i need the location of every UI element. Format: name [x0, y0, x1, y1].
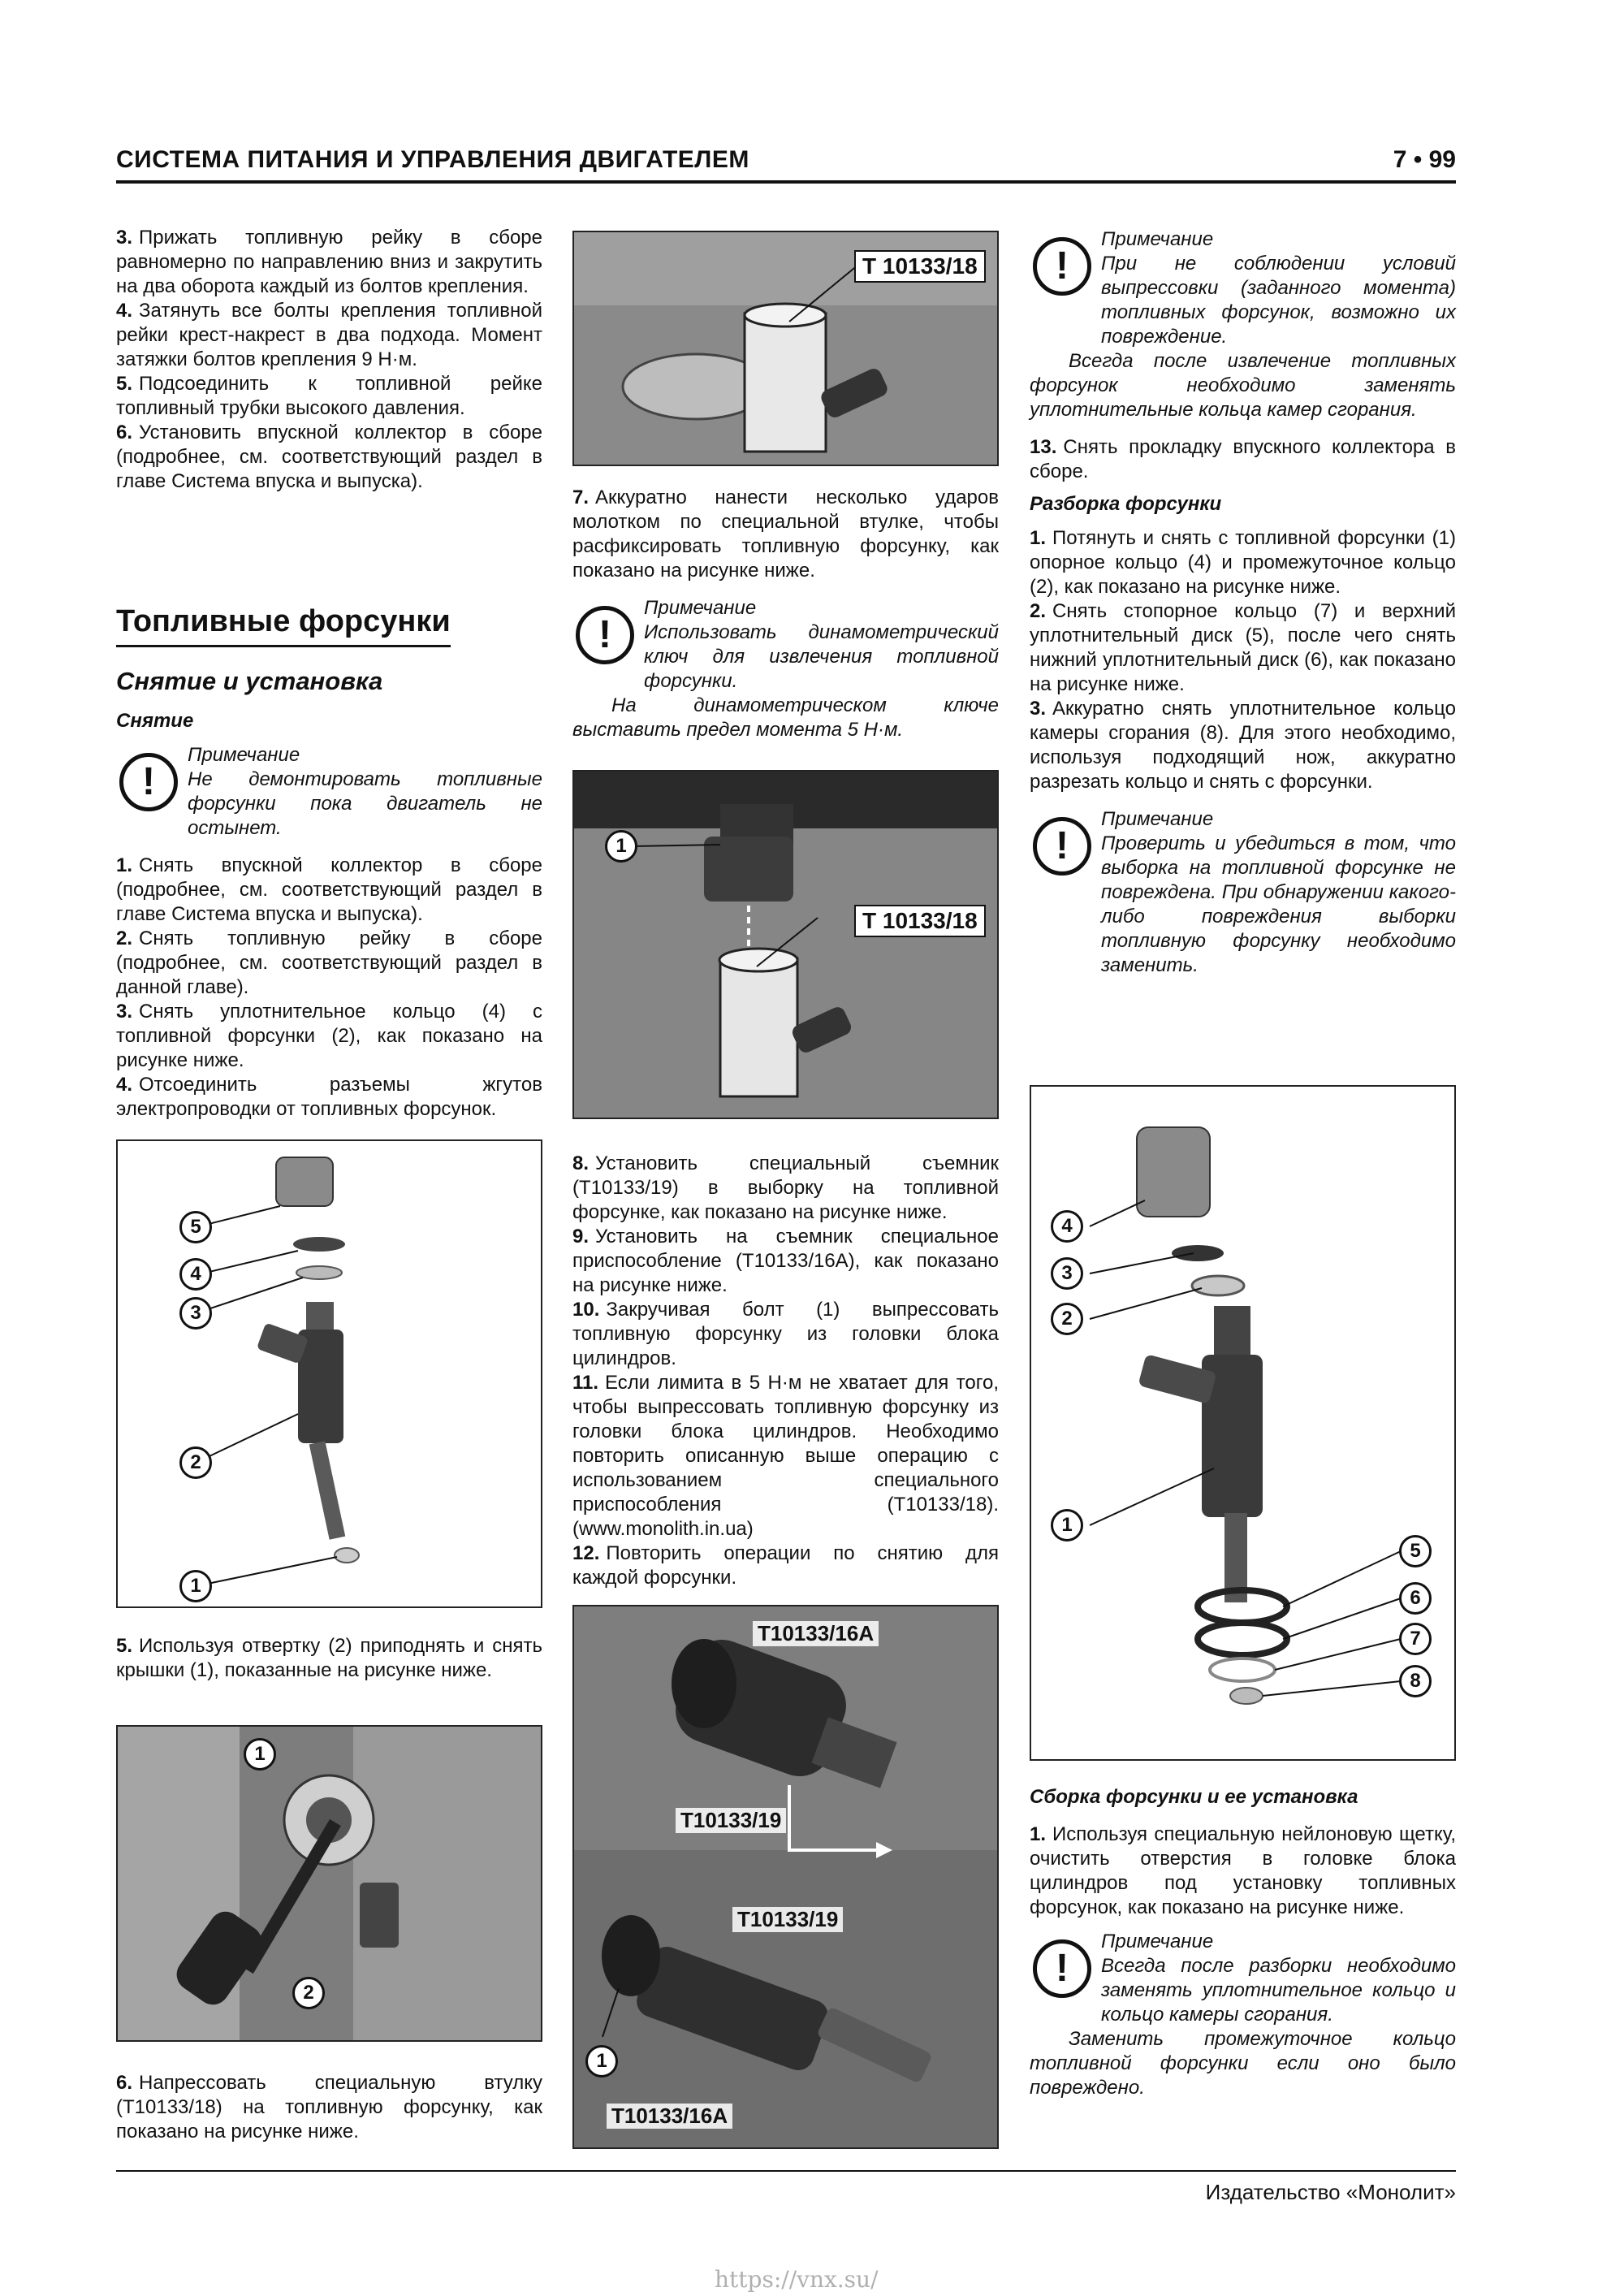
removal-step-2: 2. Снять топливную рейку в сборе (подробнее, см. соответствующий раздел в данной главе). — [116, 927, 542, 998]
callout-1: 1 — [1051, 1509, 1083, 1541]
page-number: 7 • 99 — [1393, 146, 1456, 173]
figure-injector-parts — [1030, 1085, 1456, 1761]
step-11: 11. Если лимита в 5 Н·м не хватает для того, чтобы выпрессовать топливную форсунку из головки блока цилиндров. Необходимо повторить описанную выше операцию с использованием специального приспособления (T10133/18). (www.monolith.in.ua) — [572, 1372, 999, 1540]
callout-1: 1 — [585, 2045, 618, 2078]
callout-2: 2 — [1051, 1303, 1083, 1335]
puller-photo — [574, 1606, 999, 2149]
note-pressout: ! Примечание При не соблюдении условий выпрессовки (заданного момента) топливных форсунок, возможно их повреждение. Всегда после извлечение топливных форсунок необходимо заменять уплотнительные кольца камер сгорания. — [1030, 228, 1456, 421]
removal-step-4: 4. Отсоединить разъемы жгутов электропроводки от топливных форсунок. — [116, 1074, 542, 1120]
tool-label-16a-bottom: T10133/16A — [607, 2104, 732, 2129]
note-removal: ! Примечание Не демонтировать топливные форсунки пока двигатель не остынет. — [116, 743, 542, 841]
step-7: 7. Аккуратно нанести несколько ударов молотком по специальной втулке, чтобы расфиксировать топливную форсунку, как показано на рисунке ниже. — [572, 486, 999, 582]
running-title: СИСТЕМА ПИТАНИЯ И УПРАВЛЕНИЯ ДВИГАТЕЛЕМ — [116, 146, 749, 173]
section-title: Топливные форсунки — [116, 603, 451, 647]
removal-step-3: 3. Снять уплотнительное кольцо (4) с топливной форсунки (2), как показано на рисунке ниже. — [116, 1001, 542, 1071]
warning-icon: ! — [1033, 1939, 1091, 1998]
header-rule — [116, 180, 1456, 184]
column-3-bottom — [1030, 1785, 1456, 2100]
figure-puller-tools — [572, 1605, 999, 2149]
figure-injector-exploded — [116, 1139, 542, 1608]
callout-2: 2 — [292, 1977, 325, 2009]
callout-4: 4 — [1051, 1210, 1083, 1243]
step-3: 3. Прижать топливную рейку в сборе равномерно по направлению вниз и закрутить на два оборота каждый из болтов крепления. — [116, 227, 542, 297]
figure-sleeve-t10133-18 — [572, 231, 999, 466]
removal-step-1: 1. Снять впускной коллектор в сборе (подробнее, см. соответствующий раздел в главе Система впуска и выпуска). — [116, 854, 542, 925]
callout-1: 1 — [179, 1570, 212, 1602]
injector-drawing — [118, 1141, 542, 1608]
disassembly-step-2: 2. Снять стопорное кольцо (7) и верхний уплотнительный диск (5), после чего снять нижний уплотнительный диск (6), как показано на рисунке ниже. — [1030, 600, 1456, 695]
warning-icon: ! — [576, 606, 634, 664]
callout-1: 1 — [605, 830, 637, 863]
step-4: 4. Затянуть все болты крепления топливной рейки крест-накрест в два подхода. Момент затяжки болтов крепления 9 Н·м. — [116, 300, 542, 370]
section-fuel-injectors — [116, 603, 542, 1122]
disassembly-title: Разборка форсунки — [1030, 493, 1222, 515]
tool-label-19-bottom: T10133/19 — [732, 1907, 843, 1932]
page-header — [116, 146, 1456, 184]
publisher: Издательство «Монолит» — [1205, 2180, 1456, 2204]
step-5-block — [116, 1634, 542, 1683]
steps-8-12 — [572, 1152, 999, 1590]
step-12: 12. Повторить операции по снятию для каждой форсунки. — [572, 1542, 999, 1589]
callout-7: 7 — [1399, 1623, 1432, 1655]
warning-icon: ! — [1033, 817, 1091, 876]
injector-parts-drawing — [1031, 1087, 1456, 1761]
tool-label-16a-top: T10133/16A — [753, 1621, 879, 1646]
assembly-title: Сборка форсунки и ее установка — [1030, 1786, 1358, 1808]
callout-4: 4 — [179, 1258, 212, 1291]
note-replace-rings: ! Примечание Всегда после разборки необходимо заменять уплотнительное кольцо и кольцо камеры сгорания. Заменить промежуточное кольцо топливной форсунки если оно было повреждено. — [1030, 1931, 1456, 2099]
watermark-link[interactable]: https://vnx.su/ — [715, 2266, 879, 2293]
figure-screwdriver — [116, 1725, 542, 2042]
warning-icon: ! — [119, 753, 178, 811]
step-5-pry: 5. Используя отвертку (2) приподнять и снять крышки (1), показанные на рисунке ниже. — [116, 1635, 542, 1681]
note-check-groove: ! Примечание Проверить и убедиться в том, что выборка на топливной форсунке не повреждена. При обнаружении какого-либо повреждения выборки топливную форсунку необходимо заменить. — [1030, 807, 1456, 978]
sleeve-hammer-photo — [574, 772, 999, 1119]
callout-3: 3 — [1051, 1257, 1083, 1290]
step-6-block — [116, 2071, 542, 2144]
footer-rule — [116, 2170, 1456, 2172]
step-9: 9. Установить на съемник специальное приспособление (T10133/16A), как показано на рисунке ниже. — [572, 1226, 999, 1296]
callout-5: 5 — [179, 1211, 212, 1243]
step-6: 6. Установить впускной коллектор в сборе (подробнее, см. соответствующий раздел в главе Система впуска и выпуска). — [116, 422, 542, 492]
screwdriver-photo — [118, 1727, 542, 2042]
column-3-top — [1030, 227, 1456, 978]
step-7-block — [572, 486, 999, 742]
tool-label: T 10133/18 — [854, 905, 986, 937]
callout-8: 8 — [1399, 1665, 1432, 1697]
callout-5: 5 — [1399, 1535, 1432, 1567]
step-5: 5. Подсоединить к топливной рейке топливный трубки высокого давления. — [116, 373, 542, 419]
assembly-step-1: 1. Используя специальную нейлоновую щетку, очистить отверстия в головке блока цилиндров под установку топливных форсунок, как показано на рисунке ниже. — [1030, 1823, 1456, 1918]
tool-label: T 10133/18 — [854, 250, 986, 283]
step-13: 13. Снять прокладку впускного коллектора в сборе. — [1030, 436, 1456, 482]
step-10: 10. Закручивая болт (1) выпрессовать топливную форсунку из головки блока цилиндров. — [572, 1299, 999, 1369]
callout-3: 3 — [179, 1297, 212, 1330]
note-torque-wrench: ! Примечание Использовать динамометрический ключ для извлечения топливной форсунки. На динамометрическом ключе выставить предел момента 5 Н·м. — [572, 597, 999, 741]
step-8: 8. Установить специальный съемник (T10133/19) в выборку на топливной форсунке, как показано на рисунке ниже. — [572, 1152, 999, 1223]
removal-title: Снятие — [116, 710, 194, 732]
step-6-press: 6. Напрессовать специальную втулку (T10133/18) на топливную форсунку, как показано на рисунке ниже. — [116, 2072, 542, 2143]
subsection-title: Снятие и установка — [116, 667, 383, 695]
disassembly-step-1: 1. Потянуть и снять с топливной форсунки (1) опорное кольцо (4) и промежуточное кольцо (2), как показано на рисунке ниже. — [1030, 527, 1456, 598]
callout-2: 2 — [179, 1446, 212, 1479]
figure-sleeve-hammer — [572, 770, 999, 1119]
disassembly-step-3: 3. Аккуратно снять уплотнительное кольцо камеры сгорания (8). Для этого необходимо, используя подходящий нож, аккуратно разрезать кольцо и снять с форсунки. — [1030, 698, 1456, 793]
column-1-top — [116, 226, 542, 494]
callout-1: 1 — [244, 1738, 276, 1771]
tool-label-19-top: T10133/19 — [676, 1808, 786, 1833]
callout-6: 6 — [1399, 1582, 1432, 1615]
warning-icon: ! — [1033, 237, 1091, 296]
